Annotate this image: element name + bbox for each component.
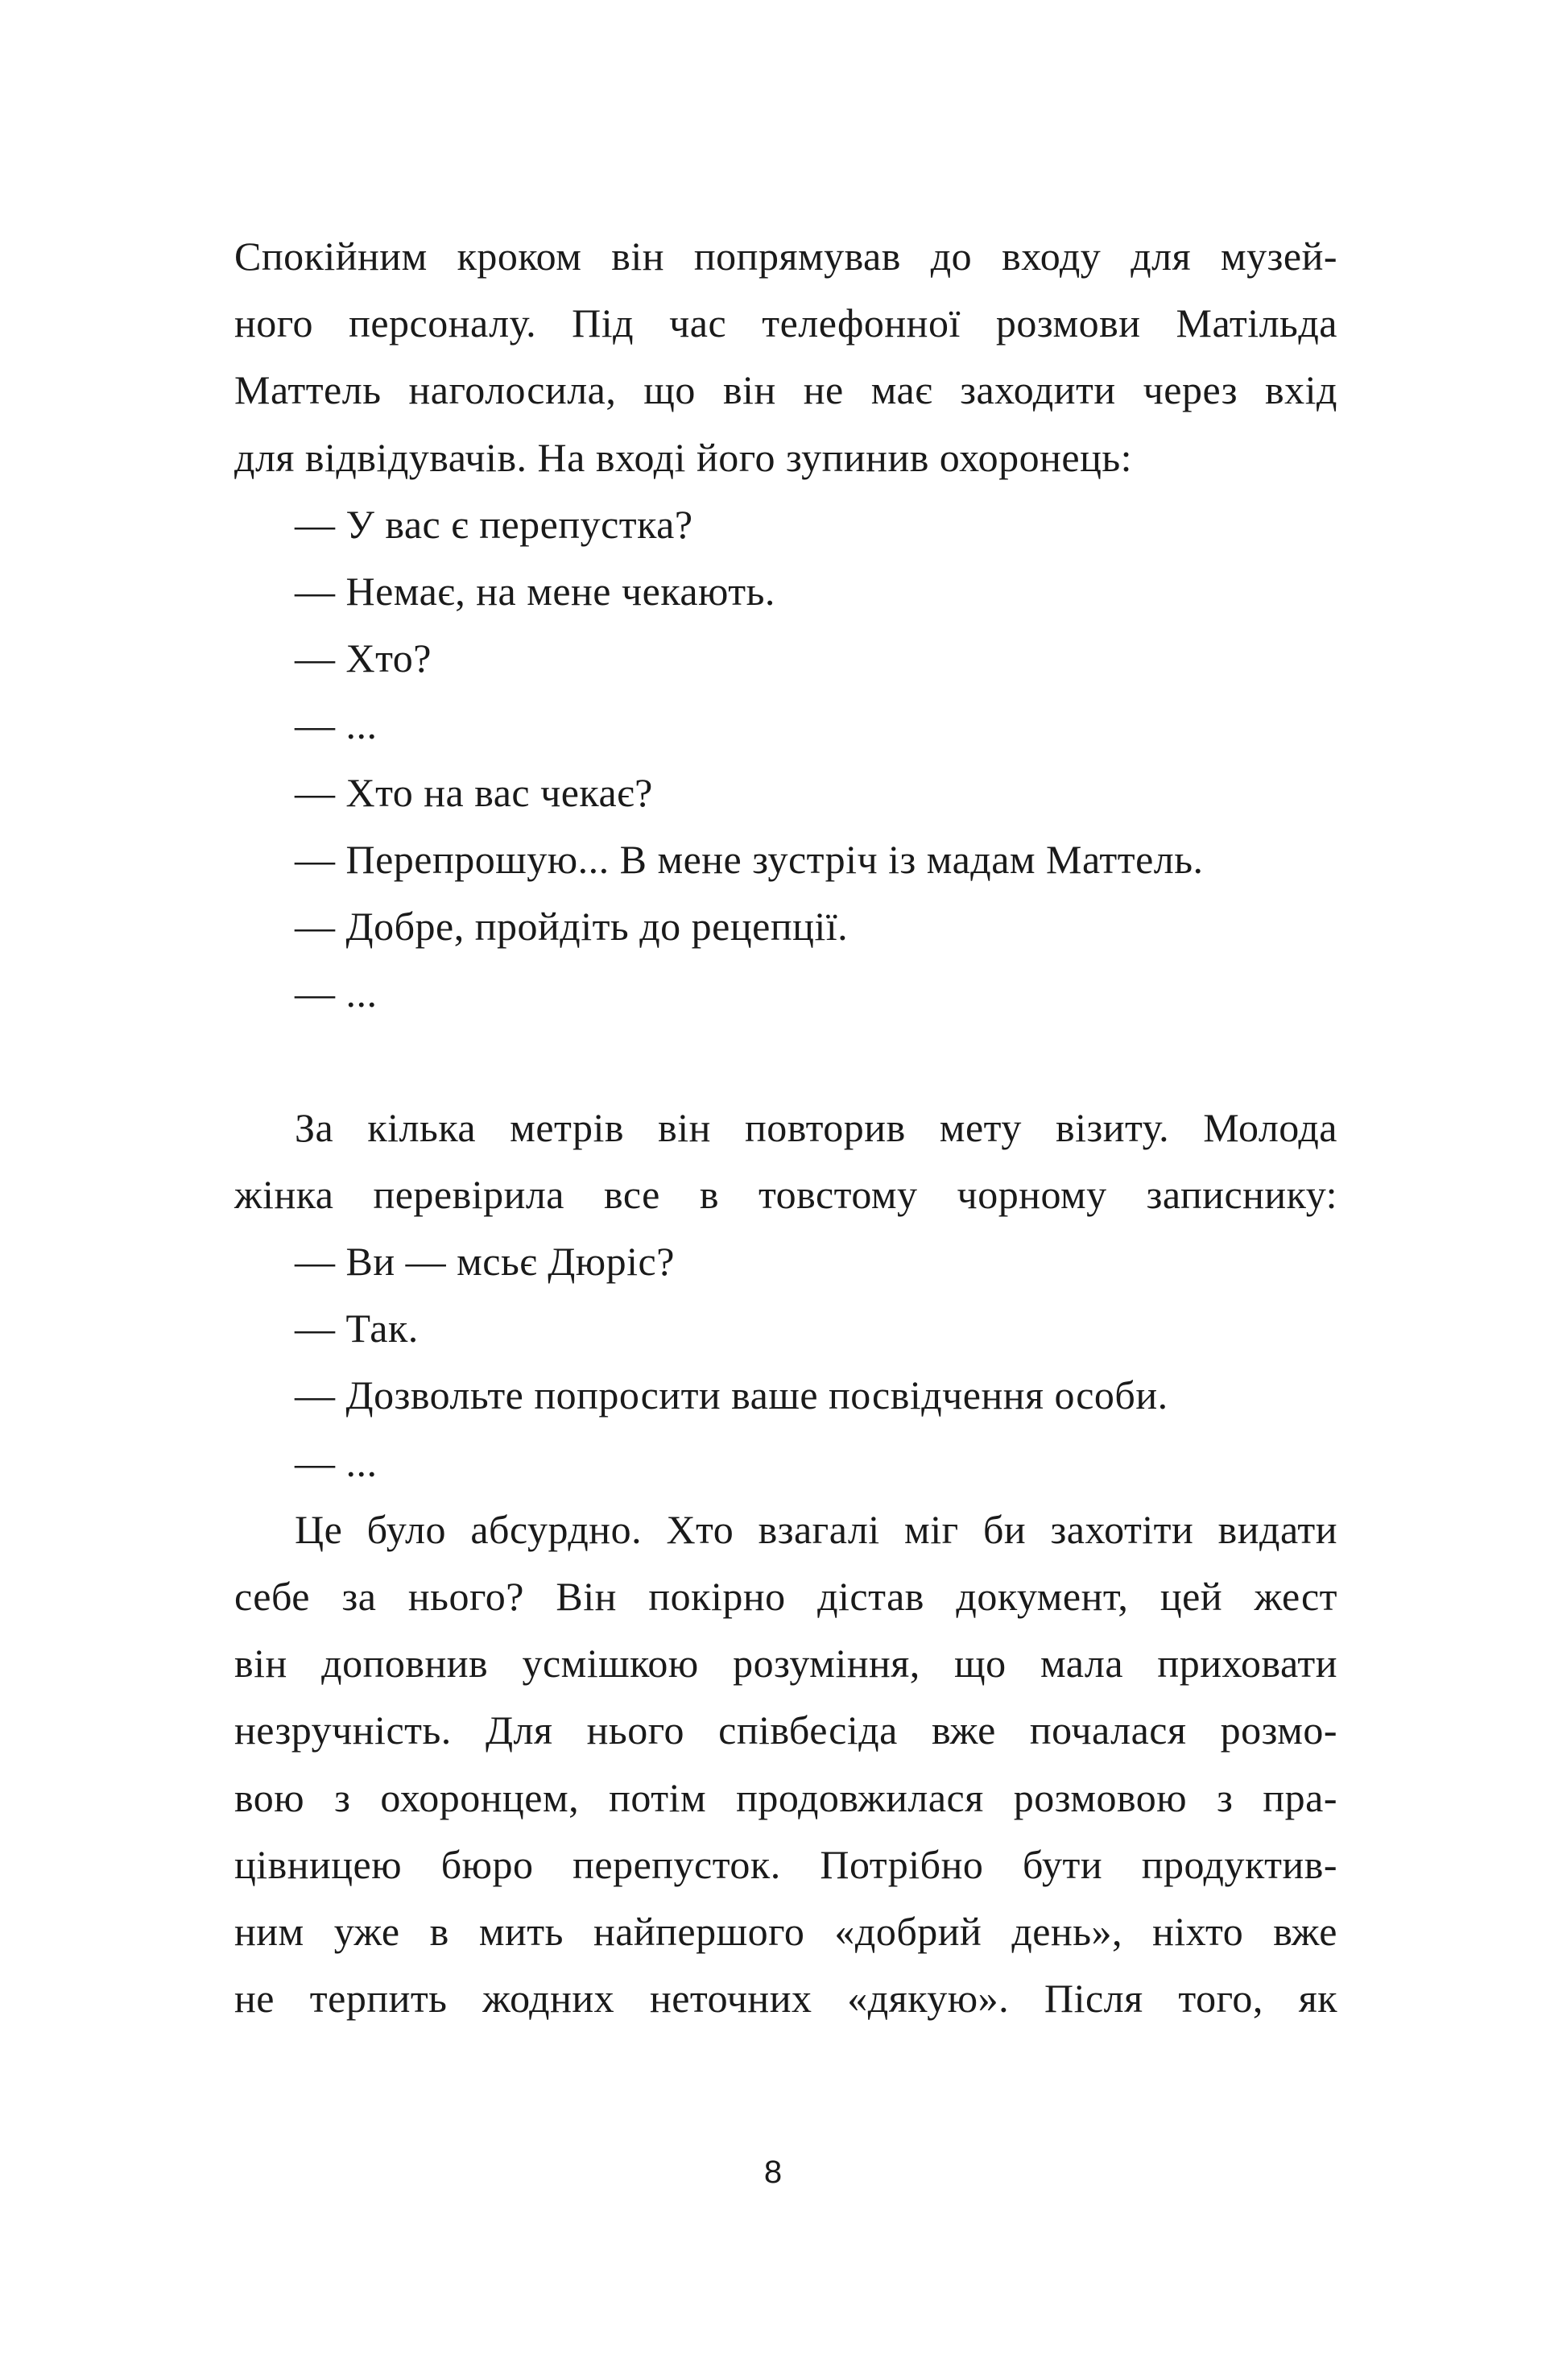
text-line: незручність. Для нього співбесіда вже почалася розмо- (234, 1707, 1337, 1753)
text-line: — У вас є перепустка? (295, 501, 693, 547)
text-line: цівницею бюро перепусток. Потрібно бути продуктив- (234, 1841, 1337, 1887)
text-line: вою з охоронцем, потім продовжилася розмовою з пра- (234, 1774, 1337, 1820)
text-line: — Перепрошую... В мене зустріч із мадам Маттель. (295, 836, 1204, 882)
text-line: — Дозвольте попросити ваше посвідчення особи. (295, 1372, 1168, 1418)
text-line: За кілька метрів він повторив мету візиту. Молода (295, 1104, 1337, 1150)
blank-line (234, 1027, 1337, 1094)
text-line: — Так. (295, 1306, 419, 1351)
text-line: — ... (295, 702, 378, 748)
text-line: себе за нього? Він покірно дістав документ, цей жест (234, 1574, 1337, 1619)
page-number: 8 (763, 2154, 783, 2190)
text-line: ним уже в мить найпершого «добрий день», ніхто вже (234, 1909, 1337, 1954)
text-line: — Добре, пройдіть до рецепції. (295, 904, 849, 949)
text-line: жінка перевірила все в товстому чорному записнику: (234, 1171, 1337, 1217)
text-line: він доповнив усмішкою розуміння, що мала приховати (234, 1641, 1337, 1687)
text-line: — ... (295, 971, 378, 1016)
text-line: — Немає, на мене чекають. (295, 569, 775, 614)
text-line: — Ви — мсьє Дюріс? (295, 1239, 675, 1284)
text-line: — Хто на вас чекає? (295, 769, 653, 815)
text-line: — Хто? (295, 635, 432, 681)
text-line: не терпить жодних неточних «дякую». Після того, як (234, 1976, 1337, 2022)
text-line: Спокійним кроком він попрямував до входу для музей- (234, 234, 1337, 279)
text-line: для відвідувачів. На вході його зупинив охоронець: (234, 434, 1133, 480)
text-line: — ... (295, 1439, 378, 1485)
text-line: Це було абсурдно. Хто взагалі міг би захотіти видати (295, 1506, 1337, 1552)
text-line: ного персоналу. Під час телефонної розмови Матільда (234, 300, 1337, 346)
text-line: Маттель наголосила, що він не має заходити через вхід (234, 367, 1337, 413)
